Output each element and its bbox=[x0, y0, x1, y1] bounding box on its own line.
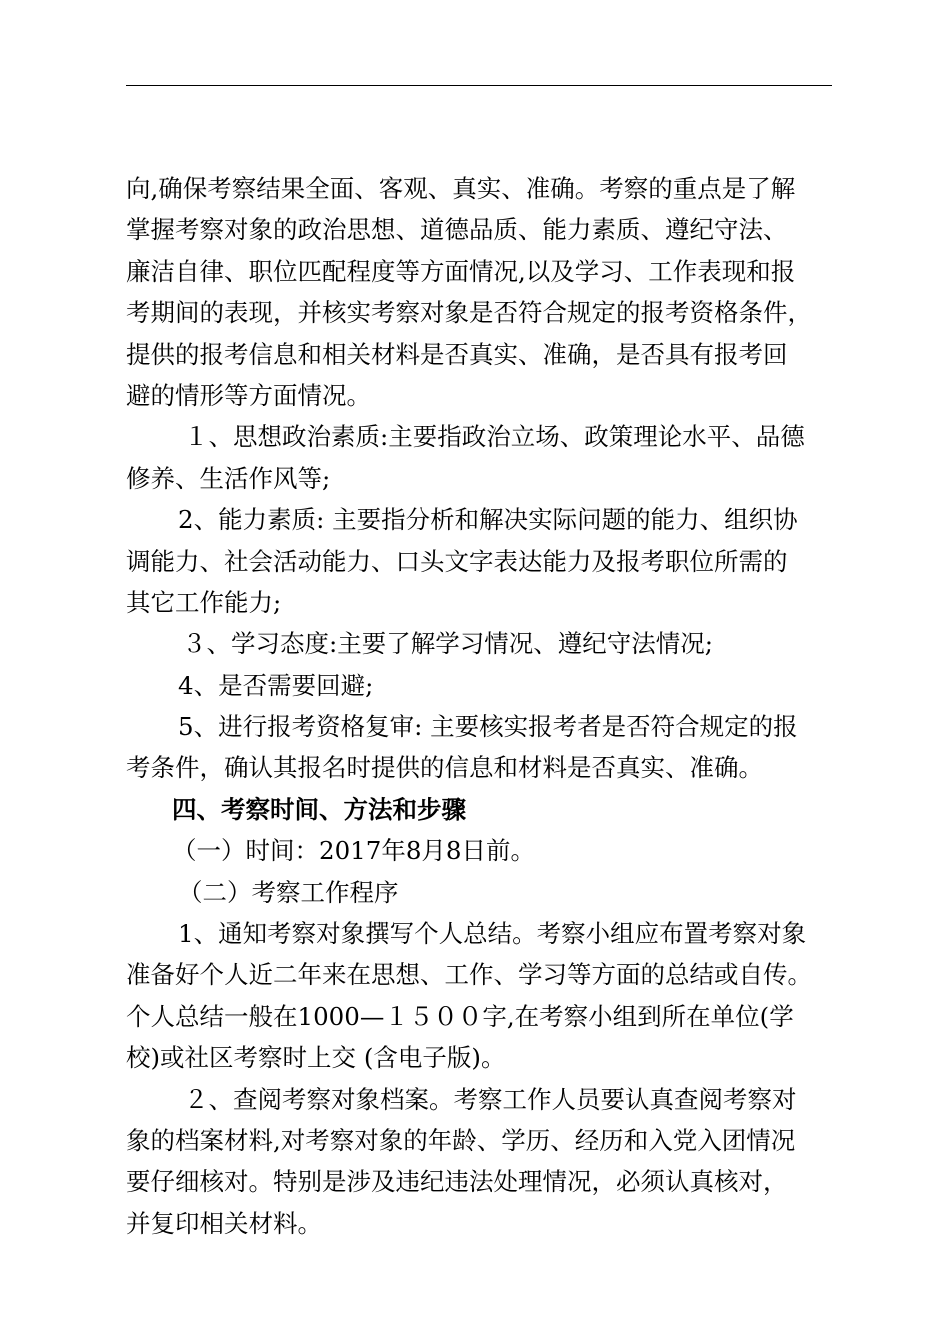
list-item-5: 5、进行报考资格复审: 主要核实报考者是否符合规定的报 bbox=[178, 712, 798, 742]
paragraph-line: 廉洁自律、职位匹配程度等方面情况,以及学习、工作表现和报 bbox=[126, 256, 796, 286]
header-rule bbox=[126, 85, 832, 86]
step-2-continued: 要仔细核对。特别是涉及违纪违法处理情况，必须认真核对， bbox=[126, 1167, 788, 1197]
list-item-4: 4、是否需要回避; bbox=[178, 670, 374, 700]
paragraph-line: 掌握考察对象的政治思想、道德品质、能力素质、遵纪守法、 bbox=[126, 215, 788, 245]
list-item-1-continued: 修养、生活作风等; bbox=[126, 463, 331, 493]
section-heading: 四、考察时间、方法和步骤 bbox=[172, 794, 466, 824]
step-2-continued: 象的档案材料,对考察对象的年龄、学历、经历和入党入团情况 bbox=[126, 1125, 796, 1155]
paragraph-line: 考期间的表现，并核实考察对象是否符合规定的报考资格条件， bbox=[126, 298, 812, 328]
step-1-continued: 个人总结一般在1000—１５００字,在考察小组到所在单位(学 bbox=[126, 1001, 794, 1031]
document-body bbox=[126, 168, 842, 1244]
paragraph-line: 避的情形等方面情况。 bbox=[126, 380, 371, 410]
subsection-heading: （二）考察工作程序 bbox=[178, 877, 399, 907]
step-1: 1、通知考察对象撰写个人总结。考察小组应布置考察对象 bbox=[178, 919, 807, 949]
paragraph-line: 向,确保考察结果全面、客观、真实、准确。考察的重点是了解 bbox=[126, 174, 796, 203]
list-item-3: ３、学习态度:主要了解学习情况、遵纪守法情况; bbox=[182, 629, 714, 659]
list-item-2-continued: 调能力、社会活动能力、口头文字表达能力及报考职位所需的 bbox=[126, 546, 788, 576]
step-1-continued: 校)或社区考察时上交 (含电子版)。 bbox=[126, 1043, 506, 1073]
list-item-5-continued: 考条件，确认其报名时提供的信息和材料是否真实、准确。 bbox=[126, 753, 763, 783]
list-item-2: 2、能力素质: 主要指分析和解决实际问题的能力、组织协 bbox=[178, 505, 798, 535]
list-item-2-continued: 其它工作能力; bbox=[126, 587, 282, 617]
paragraph-line: 提供的报考信息和相关材料是否真实、准确，是否具有报考回 bbox=[126, 339, 788, 369]
step-1-continued: 准备好个人近二年来在思想、工作、学习等方面的总结或自传。 bbox=[126, 960, 812, 990]
step-2: ２、查阅考察对象档案。考察工作人员要认真查阅考察对 bbox=[184, 1084, 797, 1114]
step-2-continued: 并复印相关材料。 bbox=[126, 1208, 322, 1238]
subsection-time: （一）时间：2017年8月8日前。 bbox=[172, 836, 536, 866]
list-item-1: １、思想政治素质:主要指政治立场、政策理论水平、品德 bbox=[184, 422, 805, 452]
